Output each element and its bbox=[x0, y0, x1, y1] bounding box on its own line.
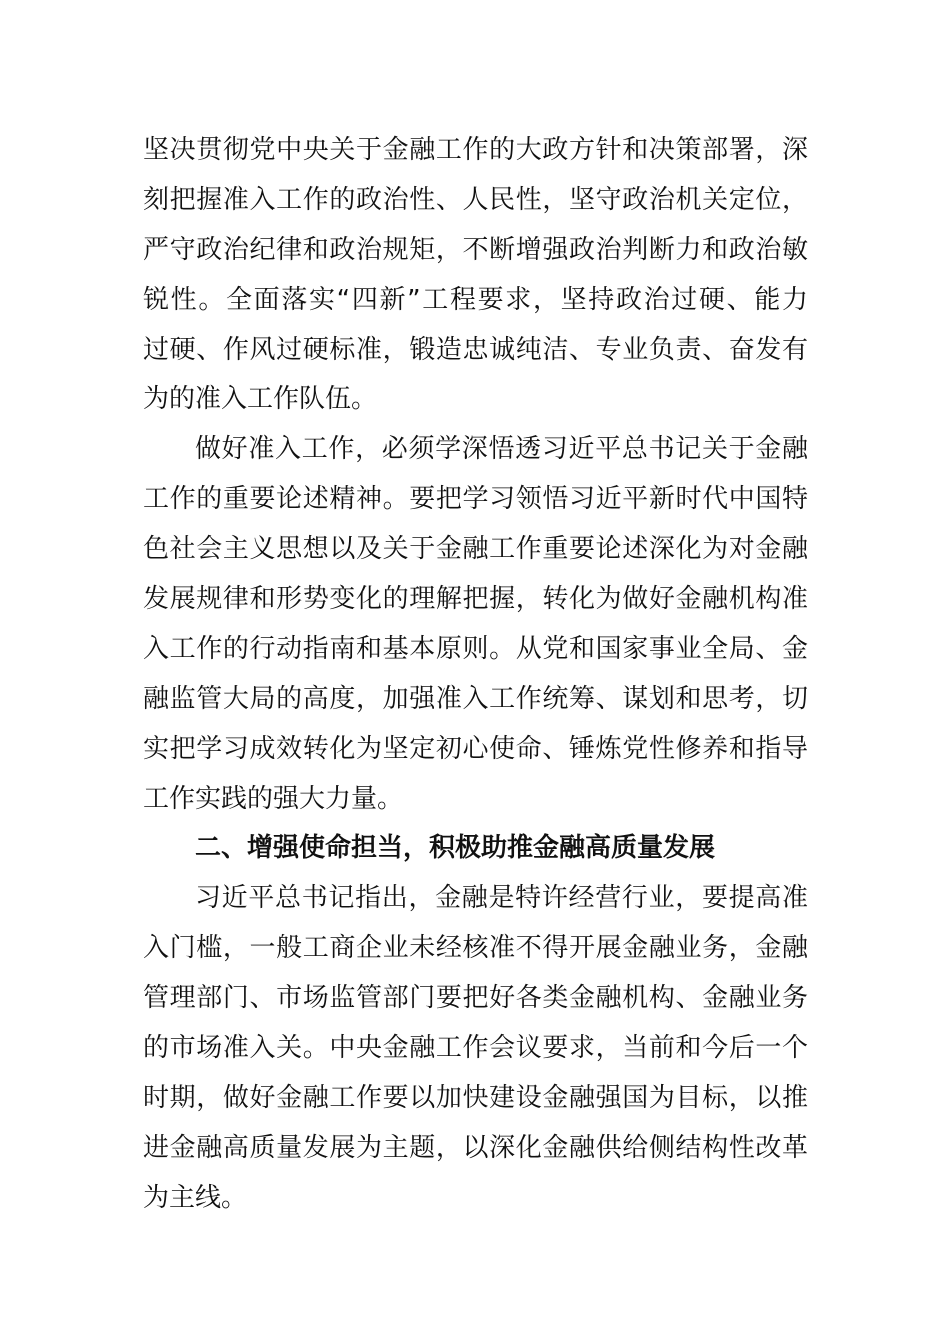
paragraph-3 bbox=[143, 874, 808, 1223]
text-line: 坚决贯彻党中央关于金融工作的大政方针和决策部署，深 bbox=[143, 135, 808, 165]
paragraph-2 bbox=[143, 425, 808, 824]
section-heading: 二、增强使命担当，积极助推金融高质量发展 bbox=[195, 833, 716, 864]
text-line: 为的准入工作队伍。 bbox=[143, 384, 378, 415]
text-line: 的市场准入关。中央金融工作会议要求，当前和今后一个 bbox=[143, 1033, 808, 1064]
text-line: 色社会主义思想以及关于金融工作重要论述深化为对金融 bbox=[143, 534, 808, 565]
text-line: 严守政治纪律和政治规矩，不断增强政治判断力和政治敏 bbox=[143, 234, 808, 265]
text-line: 管理部门、市场监管部门要把好各类金融机构、金融业务 bbox=[143, 983, 808, 1014]
text-line: 时期，做好金融工作要以加快建设金融强国为目标，以推 bbox=[143, 1082, 808, 1113]
text-line: 进金融高质量发展为主题，以深化金融供给侧结构性改革 bbox=[143, 1132, 808, 1163]
text-line: 融监管大局的高度，加强准入工作统筹、谋划和思考，切 bbox=[143, 683, 808, 714]
text-line: 为主线。 bbox=[143, 1182, 248, 1213]
text-line: 习近平总书记指出，金融是特许经营行业，要提高准 bbox=[195, 883, 808, 914]
text-line: 实把学习成效转化为坚定初心使命、锤炼党性修养和指导 bbox=[143, 733, 808, 764]
text-line: 工作实践的强大力量。 bbox=[143, 783, 404, 814]
paragraph-1 bbox=[143, 126, 808, 425]
text-line: 入工作的行动指南和基本原则。从党和国家事业全局、金 bbox=[143, 633, 808, 664]
text-line: 锐性。全面落实“四新”工程要求，坚持政治过硬、能力 bbox=[143, 284, 808, 315]
text-line: 过硬、作风过硬标准，锻造忠诚纯洁、专业负责、奋发有 bbox=[143, 334, 808, 365]
text-line: 发展规律和形势变化的理解把握，转化为做好金融机构准 bbox=[143, 584, 808, 615]
text-line: 刻把握准入工作的政治性、人民性，坚守政治机关定位， bbox=[143, 184, 808, 215]
document-body bbox=[143, 126, 808, 1224]
text-line: 入门槛，一般工商企业未经核准不得开展金融业务，金融 bbox=[143, 933, 808, 964]
text-line: 做好准入工作，必须学深悟透习近平总书记关于金融 bbox=[195, 434, 808, 465]
text-line: 工作的重要论述精神。要把学习领悟习近平新时代中国特 bbox=[143, 484, 808, 515]
